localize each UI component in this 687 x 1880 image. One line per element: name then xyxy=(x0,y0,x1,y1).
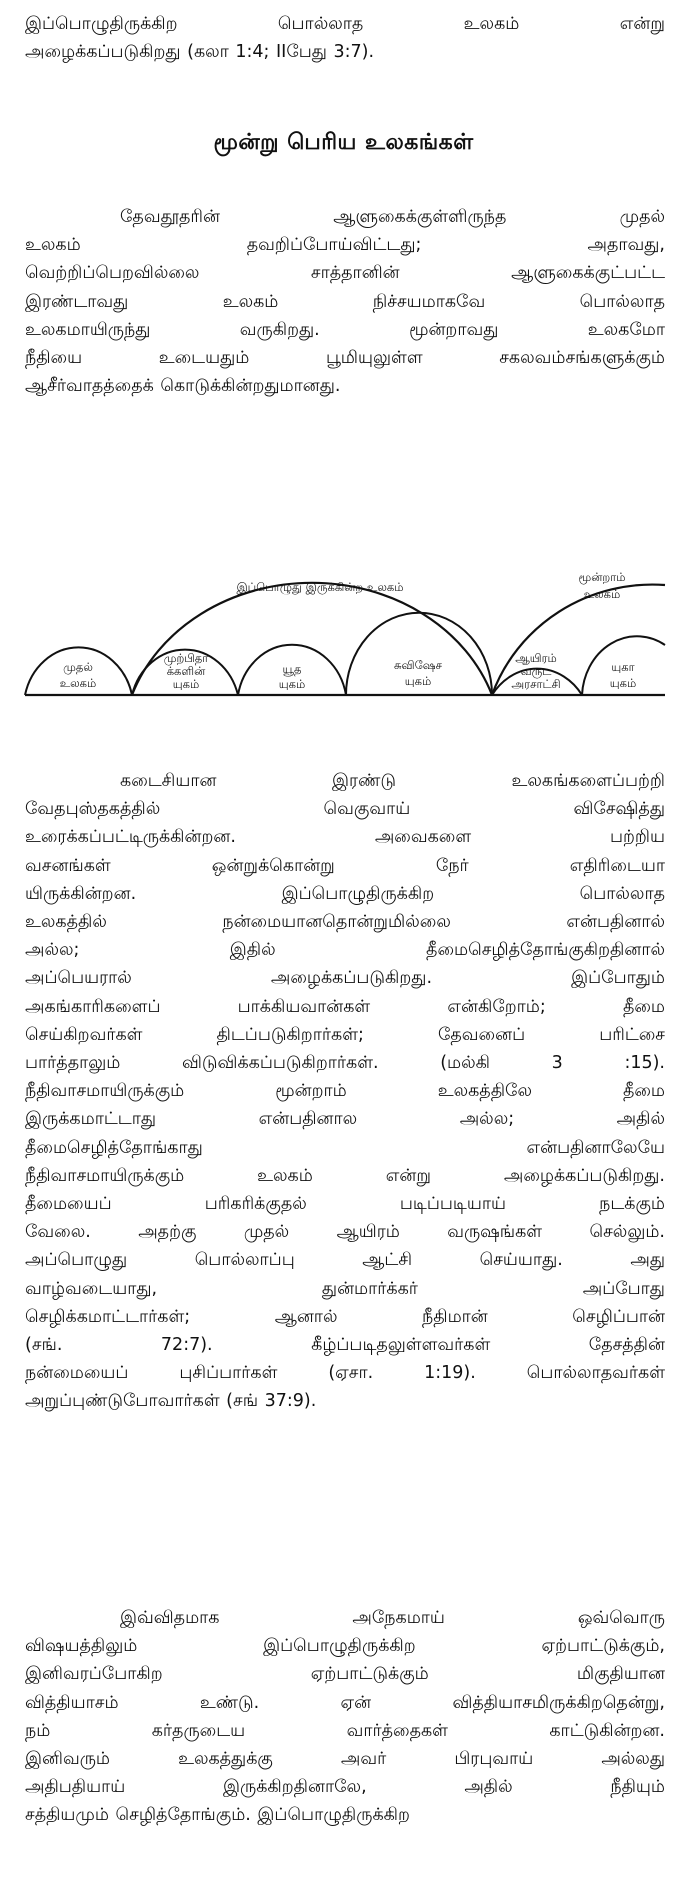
body-paragraph-line: நன்மையைப் புசிப்பார்கள் (ஏசா. 1:19). பொல்லாதவர்கள் xyxy=(25,1363,665,1384)
body-paragraph-line: அல்ல; இதில் தீமைசெழித்தோங்குகிறதினால் xyxy=(25,940,665,961)
body-paragraph-line: செய்கிறவர்கள் திடப்படுகிறார்கள்; தேவனைப் பரிட்சை xyxy=(25,1024,665,1045)
final-paragraph-line: இவ்விதமாக அநேகமாய் ஒவ்வொரு xyxy=(120,1608,665,1628)
diagram-label: மூன்றாம் xyxy=(578,570,626,584)
intro-paragraph-line: உலகம் தவறிப்போய்விட்டது; அதாவது, xyxy=(25,235,665,256)
intro-paragraph-line: உலகமாயிருந்து வருகிறது. மூன்றாவது உலகமோ xyxy=(25,319,665,340)
diagram-label: ஆயிரம் xyxy=(515,651,557,665)
body-paragraph-line: வசனங்கள் ஒன்றுக்கொன்று நேர் எதிரிடையா xyxy=(25,855,665,876)
diagram-label: யுகம் xyxy=(278,677,306,691)
final-paragraph-line: விஷயத்திலும் இப்பொழுதிருக்கிற ஏற்பாட்டுக்கும், xyxy=(25,1636,665,1657)
body-paragraph xyxy=(25,767,665,1416)
body-paragraph-line: நீதிவாசமாயிருக்கும் உலகம் என்று அழைக்கப்படுகிறது. xyxy=(25,1165,665,1186)
diagram-label: உலகம் xyxy=(59,676,97,690)
intro-paragraph-line: வெற்றிப்பெறவில்லை சாத்தானின் ஆளுகைக்குட்பட்ட xyxy=(25,263,665,284)
diagram-label: இப்பொழுது இருக்கின்ற உலகம் xyxy=(236,580,404,594)
diagram-label: முதல் xyxy=(63,660,93,674)
final-paragraph-line: அதிபதியாய் இருக்கிறதினாலே, அதில் நீதியும் xyxy=(25,1777,665,1798)
body-paragraph-line: யிருக்கின்றன. இப்பொழுதிருக்கிற பொல்லாத xyxy=(25,883,665,904)
body-paragraph-line: வேலை. அதற்கு முதல் ஆயிரம் வருஷங்கள் செல்லும். xyxy=(25,1222,665,1243)
diagram-label: யுகா xyxy=(611,660,635,674)
final-paragraph-line: சத்தியமும் செழித்தோங்கும். இப்பொழுதிருக்கிற xyxy=(25,1805,410,1826)
body-paragraph-line: அகங்காரிகளைப் பாக்கியவான்கள் என்கிறோம்; தீமை xyxy=(25,996,665,1017)
final-paragraph-line: இனிவரும் உலகத்துக்கு அவர் பிரபுவாய் அல்லது xyxy=(25,1749,665,1770)
intro-paragraph-line: நீதியை உடையதும் பூமியுலுள்ள சகலவம்சங்களுக்கும் xyxy=(25,348,665,369)
body-paragraph-line: தீமைசெழித்தோங்காது என்பதினாலேயே xyxy=(25,1137,665,1158)
body-paragraph-line: உரைக்கப்பட்டிருக்கின்றன. அவைகளை பற்றிய xyxy=(25,827,665,848)
final-paragraph-line: நம் கர்தருடைய வார்த்தைகள் காட்டுகின்றன. xyxy=(25,1720,665,1741)
body-paragraph-line: உலகத்தில் நன்மையானதொன்றுமில்லை என்பதினால் xyxy=(25,912,665,933)
final-paragraph xyxy=(25,1604,665,1830)
body-paragraph-line: தீமையைப் பரிகரிக்குதல் படிப்படியாய் நடக்கும் xyxy=(25,1194,665,1215)
three-worlds-diagram xyxy=(20,495,670,715)
body-paragraph-line: வாழ்வடையாது, துன்மார்க்கர் அப்போது xyxy=(25,1278,665,1299)
body-paragraph-line: அறுப்புண்டுபோவார்கள் (சங் 37:9). xyxy=(25,1391,317,1412)
final-paragraph-line: இனிவரப்போகிற ஏற்பாட்டுக்கும் மிகுதியான xyxy=(25,1664,665,1685)
diagram-label: யூத xyxy=(282,662,302,676)
diagram-label: உலகம் xyxy=(583,587,621,601)
diagram-label: சுவிஷேச xyxy=(394,658,442,672)
intro-paragraph-line: இரண்டாவது உலகம் நிச்சயமாகவே பொல்லாத xyxy=(25,291,665,312)
diagram-label: வருட xyxy=(520,664,552,678)
top-paragraph-line: இப்பொழுதிருக்கிற பொல்லாத உலகம் என்று xyxy=(25,14,665,34)
diagram-label: க்களின் xyxy=(166,664,206,678)
body-paragraph-line: செழிக்கமாட்டார்கள்; ஆனால் நீதிமான் செழிப்பான் xyxy=(25,1306,665,1327)
intro-paragraph-line: ஆசீர்வாதத்தைக் கொடுக்கின்றதுமானது. xyxy=(25,376,341,397)
final-paragraph-line: வித்தியாசம் உண்டு. ஏன் வித்தியாசமிருக்கிறதென்று, xyxy=(25,1692,665,1713)
intro-paragraph-line: தேவதூதரின் ஆளுகைக்குள்ளிருந்த முதல் xyxy=(120,207,665,227)
body-paragraph-line: கடைசியான இரண்டு உலகங்களைப்பற்றி xyxy=(120,771,665,791)
diagram-svg xyxy=(20,495,670,715)
body-paragraph-line: அப்பொழுது பொல்லாப்பு ஆட்சி செய்யாது. அது xyxy=(25,1250,665,1271)
body-paragraph-line: வேதபுஸ்தகத்தில் வெகுவாய் விசேஷித்து xyxy=(25,799,665,820)
intro-paragraph xyxy=(25,203,665,400)
body-paragraph-line: பார்த்தாலும் விடுவிக்கப்படுகிறார்கள். (மல்கி 3 :15). xyxy=(25,1053,665,1074)
diagram-label: அரசாட்சி xyxy=(511,677,561,691)
diagram-label: யுகம் xyxy=(404,674,432,688)
diagram-label: யுகம் xyxy=(172,677,200,691)
diagram-label: யுகம் xyxy=(609,676,637,690)
body-paragraph-line: (சங். 72:7). கீழ்ப்படிதலுள்ளவர்கள் தேசத்தின் xyxy=(25,1335,665,1356)
diagram-label: முற்பிதா xyxy=(163,651,209,665)
top-paragraph xyxy=(25,10,665,66)
body-paragraph-line: நீதிவாசமாயிருக்கும் மூன்றாம் உலகத்திலே தீமை xyxy=(25,1081,665,1102)
body-paragraph-line: அப்பெயரால் அழைக்கப்படுகிறது. இப்போதும் xyxy=(25,968,665,989)
body-paragraph-line: இருக்கமாட்டாது என்பதினால அல்ல; அதில் xyxy=(25,1109,665,1130)
section-heading: மூன்று பெரிய உலகங்கள் xyxy=(213,130,474,155)
top-paragraph-line: அழைக்கப்படுகிறது (கலா 1:4; IIபேது 3:7). xyxy=(25,42,375,63)
